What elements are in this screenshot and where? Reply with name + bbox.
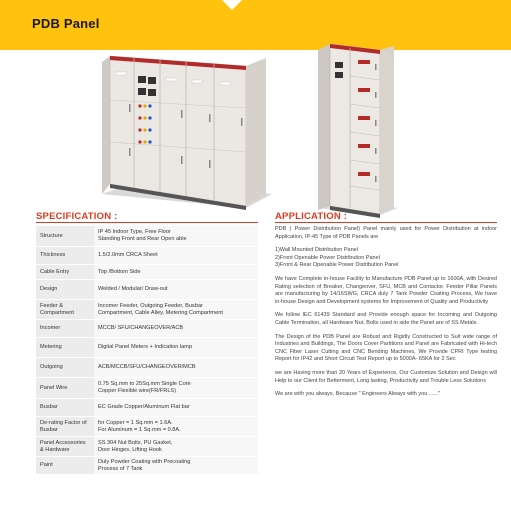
spec-row [36,247,258,265]
spec-value [94,417,258,437]
spec-row [36,265,258,280]
spec-label: Paint [36,457,94,475]
spec-value-line: Door Hinges, Lifting Hook [98,446,162,453]
spec-value-line: MCCB/ SFU/CHANGEOVER/ACB [98,325,184,332]
spec-value-line: Welded / Modular/ Draw-out [98,286,168,293]
spec-label: Thickness [36,247,94,265]
spec-value-line: for Copper = 1 Sq.mm = 1.6A. [98,419,173,426]
application-type-item: 3)Front & Rear Openable Power Distribution Panel [275,262,399,269]
specification-table [36,226,258,475]
spec-label: Panel Accessories & Hardware [36,437,94,457]
spec-label: Panel Wire [36,378,94,399]
spec-label: Cable Entry [36,265,94,280]
spec-row [36,320,258,338]
spec-label: Structure [36,226,94,247]
spec-value-line: Incomer Feeder, Outgoing Feeder, Busbar [98,302,203,309]
spec-value [94,226,258,247]
pdb-panel-multi-bay-image [96,44,274,214]
spec-value-line: SS 304 Nut Bolts, PU Gasket, [98,439,173,446]
spec-row [36,358,258,378]
spec-row [36,338,258,358]
application-paragraph-facility: We have Complete in-house Facility to Manufacture PDB Panel up to 1600A, with Desired Rating selection of Breaker, Changeover, SFU, MCB and Contactor. Feeder Pillar Panels are manufacturing by 14/16SWG, CRCA duly 7 Tank Powder Coating Process, We have in-house Design and Development systems for Improvement of Quality and Productivity [275,275,497,305]
spec-value-line: 0.75 Sq.mm to 25Sq.mm Single Core [98,381,191,388]
spec-value-line: 1.5/2.0mm CRCA Sheet [98,252,158,259]
spec-value-line: For Aluminum = 1 Sq.mm = 0.8A. [98,426,181,433]
spec-value-line: EC Grade Copper/Aluminum Flat bar [98,404,190,411]
page-title: PDB Panel [32,16,100,31]
application-text [275,226,497,405]
spec-label: Outgoing [36,358,94,378]
spec-value-line: IP 45 Indoor Type, Free Floor [98,229,171,236]
spec-row [36,300,258,320]
application-paragraph-experience: we are Having more than 20 Years of Experience, Our Customize Solution and Design will Help to our Client for Betterment, Long lasting, Productivity and Trouble Less Solutions [275,369,497,384]
spec-row [36,457,258,475]
spec-label: Design [36,280,94,300]
spec-value-line: Top /Bottom Side [98,268,141,275]
spec-row [36,417,258,437]
spec-label: De-rating Factor of Busbar [36,417,94,437]
spec-row [36,399,258,417]
header-notch [222,0,242,10]
spec-row [36,378,258,399]
spec-value [94,399,258,417]
application-underline [275,222,497,223]
spec-value [94,457,258,475]
spec-value-line: Copper Flexible wire(FR/FRLS) [98,388,177,394]
application-paragraph-standard: We follow IEC 61439 Standard and Provide enough space for Incoming and Outgoing Cable Termination, all Hardware Nut, Bolts used in side the Panel are of SS Metals. [275,312,497,326]
spec-value-line: Process of 7 Tank [98,465,143,472]
spec-value-line: Duly Powder Coating with Precoating [98,458,191,465]
spec-label: Feeder & Compartment [36,300,94,320]
spec-row [36,280,258,300]
pdb-panel-tall-image [314,40,400,220]
spec-value [94,358,258,378]
spec-value-line: Standing Front and Rear Open able [98,236,187,242]
spec-label: Incomer [36,320,94,338]
spec-label: Busbar [36,399,94,417]
application-intro: PDB ( Power Distribution Panel) Panel mainly used for Power Distribution at indoor Application, IP-45 Type of PDB Panels are [275,226,497,240]
spec-value [94,300,258,320]
specification-underline [36,222,258,223]
spec-row [36,226,258,247]
application-types [275,247,497,270]
application-paragraph-design: The Design of the PDB Panel are Robust and Rigidly Constructed to Suit wide range of Industries and Buildings, The Doors Cover Partitions and Panel are Fabricated with Hi-tech CNC Fiber Laser Cutting and CNC Bending Machines, We Provide CPRI Type testing Report for IP42 and Short Circuit Test Report up to 5000A- 65KA for 2 Sec [275,333,497,363]
application-heading: APPLICATION : [275,211,348,222]
spec-value [94,437,258,457]
application-type-item: 1)Wall Mounted Distribution Panel [275,247,358,254]
spec-label: Metering [36,338,94,358]
spec-value [94,320,258,338]
spec-value [94,280,258,300]
spec-value [94,378,258,399]
spec-value-line: ACB/MCCB/SFU/CHANGEOVER/MCB [98,364,196,371]
application-paragraph-tagline: We are with you always, Because " Engineers Always with you ......" [275,391,440,398]
spec-value [94,338,258,358]
spec-value [94,265,258,280]
specification-heading: SPECIFICATION : [36,211,118,222]
application-type-item: 2)Front Openable Power Distribution Panel [275,254,380,261]
spec-value [94,247,258,265]
spec-row [36,437,258,457]
spec-value-line: Compartment, Cable Alley, Metering Compartment [98,309,223,316]
spec-value-line: Digital Panel Meters + Indication lamp [98,344,193,351]
